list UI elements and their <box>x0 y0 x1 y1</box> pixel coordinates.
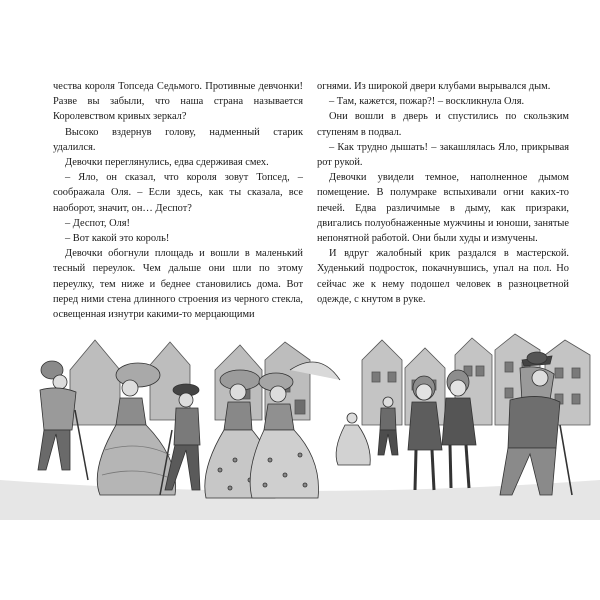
paragraph: Девочки обогнули площадь и вошли в маленький тесный переулок. Чем дальше они шли по этому переулку, тем ниже и беднее становились дома. Вот перед ними стена длинного строения из черного стекла, освещенная изнутри какими-то мерцающими <box>53 248 303 321</box>
paragraph: Девочки переглянулись, едва сдерживая смех. <box>65 157 269 169</box>
paragraph: И вдруг жалобный крик раздался в мастерской. Худенький подросток, покачнувшись, упал на пол. Но сейчас же к нему подошел человек в разноцветной одежде, с кнутом в руке. <box>317 248 569 305</box>
paragraph: – Яло, он сказал, что короля зовут Топсед, – соображала Оля. – Если здесь, как ты сказала, все наоборот, значит, он… Деспот? <box>53 172 303 214</box>
paragraph: Девочки увидели темное, наполненное дымом помещение. В полумраке вспыхивали огни каких-то печей. Едва различимые в дыму, как призраки, двигались полуобнаженные мужчины и юноши, занятые непонятной работой. Они были худы и измучены. <box>317 172 569 245</box>
paragraph: Высоко вздернув голову, надменный старик удалился. <box>53 126 303 153</box>
paragraph: – Деспот, Оля! <box>65 217 130 229</box>
paragraph: – Вот какой это король! <box>65 233 170 245</box>
paragraph: – Как трудно дышать! – закашлялась Яло, прикрывая рот рукой. <box>317 141 569 169</box>
paragraph: чества короля Топседа Седьмого. Противные девчонки! Разве вы забыли, что наша страна называется Королевством кривых зеркал? <box>53 81 303 123</box>
paragraph: – Там, кажется, пожар?! – воскликнула Оля. <box>329 96 525 108</box>
paragraph: огнями. Из широкой двери клубами вырывался дым. <box>317 81 551 92</box>
paragraph: Они вошли в дверь и спустились по скользким ступеням в подвал. <box>317 111 569 138</box>
text-column-right <box>317 79 569 307</box>
text-column-left <box>53 79 303 322</box>
street-illustration <box>0 330 600 520</box>
